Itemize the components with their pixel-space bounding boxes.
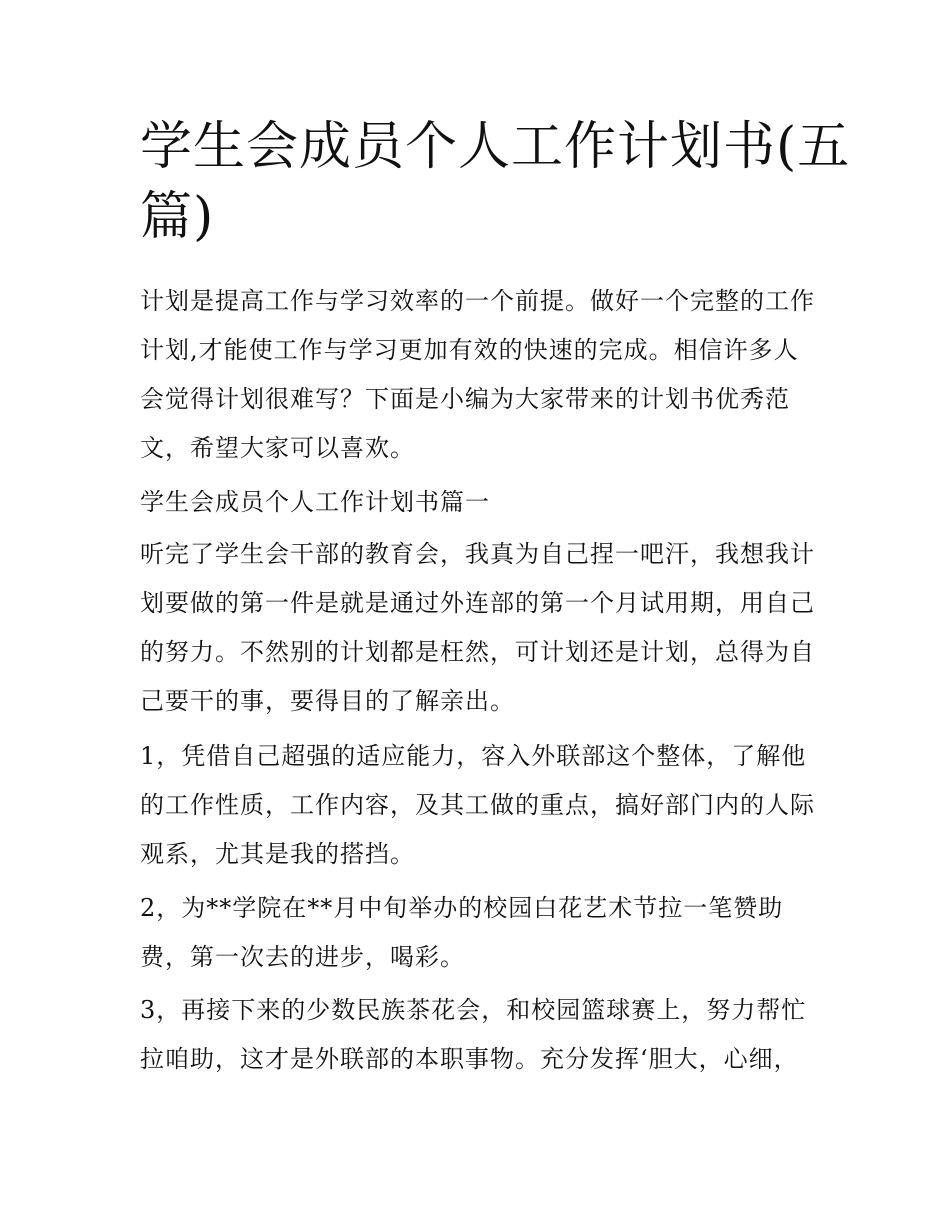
intro-paragraph [140, 277, 820, 473]
text-line: 的工作性质，工作内容，及其工做的重点，搞好部门内的人际 [140, 791, 815, 819]
text-line: 1，凭借自己超强的适应能力，容入外联部这个整体，了解他 [140, 742, 807, 770]
text-line: 会觉得计划很难写？下面是小编为大家带来的计划书优秀范 [140, 385, 790, 413]
text-line: 观系，尤其是我的搭挡。 [140, 840, 415, 868]
text-line: 听完了学生会干部的教育会，我真为自己捏一吧汗，我想我计 [140, 540, 815, 568]
paragraph-1 [140, 530, 820, 726]
list-item-2 [140, 884, 820, 982]
text-line: 文，希望大家可以喜欢。 [140, 434, 415, 462]
text-line: 划要做的第一件是就是通过外连部的第一个月试用期，用自己 [140, 589, 815, 617]
section-heading [140, 478, 820, 527]
text-line: 计划,才能使工作与学习更加有效的快速的完成。相信许多人 [140, 336, 799, 364]
text-line: 的努力。不然别的计划都是枉然，可计划还是计划，总得为自 [140, 638, 815, 666]
text-line: 费，第一次去的进步，喝彩。 [140, 943, 465, 971]
list-item-3 [140, 986, 820, 1084]
title-line: 学生会成员个人工作计划书(五 [140, 117, 851, 177]
list-item-1 [140, 732, 820, 879]
text-line: 2，为**学院在**月中旬举办的校园白花艺术节拉一笔赞助 [140, 894, 784, 922]
text-line: 己要干的事，要得目的了解亲出。 [140, 687, 515, 715]
text-line: 3，再接下来的少数民族茶花会，和校园篮球赛上，努力帮忙 [140, 996, 807, 1024]
text-line: 计划是提高工作与学习效率的一个前提。做好一个完整的工作 [140, 287, 815, 315]
text-line: 拉咱助，这才是外联部的本职事物。充分发挥‘胆大，心细， [140, 1045, 799, 1073]
document-title [140, 112, 851, 252]
text-line: 学生会成员个人工作计划书篇一 [140, 488, 490, 516]
title-line: 篇) [140, 187, 215, 247]
